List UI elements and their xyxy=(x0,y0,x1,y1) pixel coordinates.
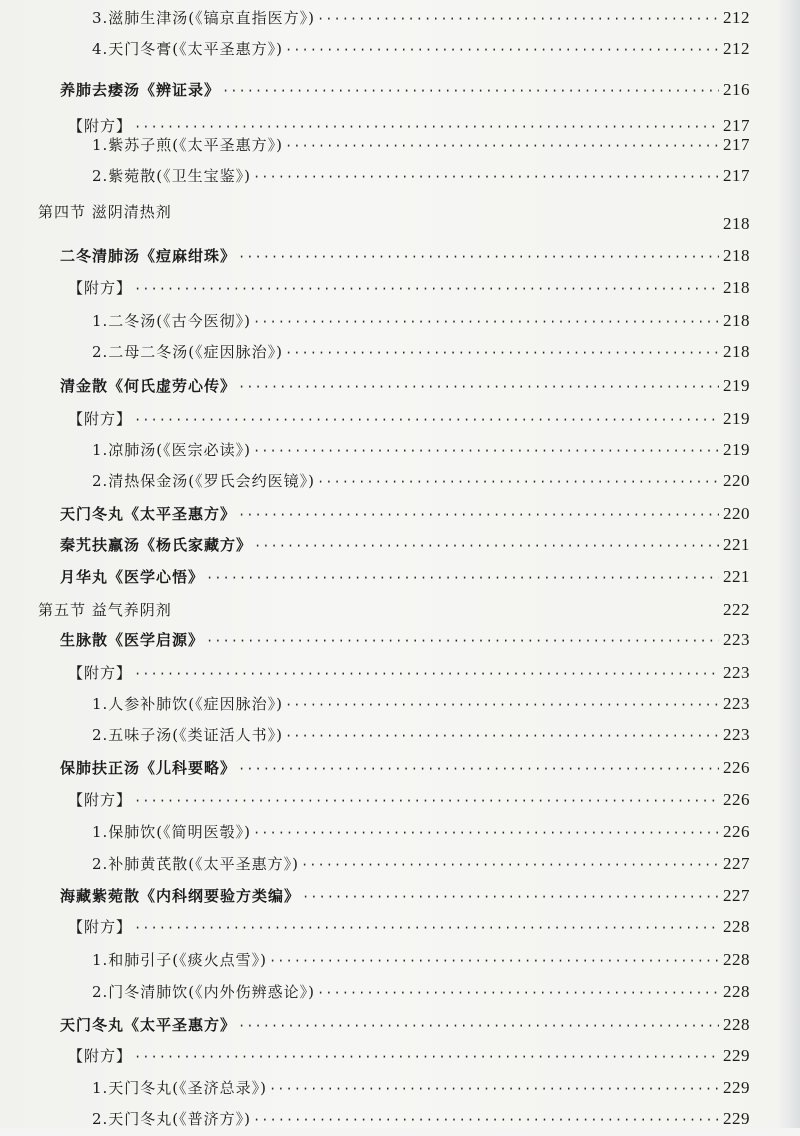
toc-entry-title: 【附方】 xyxy=(68,117,133,135)
toc-entry-title: 二冬清肺汤《痘麻绀珠》 xyxy=(60,247,237,265)
toc-entry-page: 222 xyxy=(723,600,750,619)
toc-entry-page: 226 xyxy=(723,822,750,841)
toc-entry-page: 218 xyxy=(723,214,750,233)
toc-entry-title: 天门冬丸《太平圣惠方》 xyxy=(60,505,237,523)
toc-entry-page: 226 xyxy=(723,758,750,777)
toc-entry-title: 天门冬丸《太平圣惠方》 xyxy=(60,1016,237,1034)
toc-entry-page: 218 xyxy=(723,311,750,330)
toc-entry xyxy=(60,240,750,271)
leader-dots xyxy=(301,850,719,881)
leader-dots xyxy=(269,946,719,977)
toc-entry xyxy=(60,529,750,560)
toc-entry-title: 秦艽扶羸汤《杨氏家藏方》 xyxy=(60,536,253,554)
leader-dots xyxy=(253,307,719,338)
toc-entry-title: 海藏紫菀散《内科纲要验方类编》 xyxy=(60,887,301,905)
toc-entry-page: 217 xyxy=(723,116,750,135)
toc-entry-page: 221 xyxy=(723,535,750,554)
toc-entry-page: 223 xyxy=(723,694,750,713)
toc-entry xyxy=(92,848,750,879)
toc-entry-title: 2.清热保金汤(《罗氏会约医镜》) xyxy=(92,472,316,490)
toc-entry-page: 212 xyxy=(723,39,750,58)
leader-dots xyxy=(134,913,719,944)
toc-entry xyxy=(92,2,750,33)
toc-entry-title: 1.紫苏子煎(《太平圣惠方》) xyxy=(92,136,284,154)
leader-dots xyxy=(134,405,719,436)
toc-entry xyxy=(92,976,750,1007)
toc-entry xyxy=(92,305,750,336)
toc-entry-page: 229 xyxy=(723,1109,750,1128)
toc-entry xyxy=(68,1040,750,1071)
leader-dots xyxy=(253,162,719,193)
toc-entry-page: 229 xyxy=(723,1078,750,1097)
leader-dots xyxy=(238,500,719,531)
toc-entry-title: 1.人参补肺饮(《症因脉治》) xyxy=(92,695,284,713)
leader-dots xyxy=(134,1042,719,1073)
toc-entry-title: 1.凉肺汤(《医宗必读》) xyxy=(92,441,252,459)
toc-entry-title: 2.天门冬丸(《普济方》) xyxy=(92,1110,252,1128)
toc-entry xyxy=(60,624,750,655)
toc-entry xyxy=(60,74,750,105)
toc-entry xyxy=(68,272,750,303)
toc-entry xyxy=(60,1009,750,1040)
toc-section-heading xyxy=(38,196,750,233)
leader-dots xyxy=(238,242,719,273)
toc-entry xyxy=(92,1103,750,1134)
toc-entry-page: 219 xyxy=(723,409,750,428)
toc-entry xyxy=(92,816,750,847)
toc-entry xyxy=(92,434,750,465)
leader-dots xyxy=(206,626,719,657)
toc-entry-title: 2.补肺黄芪散(《太平圣惠方》) xyxy=(92,855,300,873)
toc-entry-title: 1.天门冬丸(《圣济总录》) xyxy=(92,1079,268,1097)
toc-entry-page: 227 xyxy=(723,854,750,873)
toc-entry-title: 1.保肺饮(《简明医彀》) xyxy=(92,823,252,841)
toc-entry xyxy=(60,561,750,592)
toc-entry-page: 218 xyxy=(723,278,750,297)
leader-dots xyxy=(238,1011,719,1042)
leader-dots xyxy=(285,35,719,66)
toc-entry xyxy=(60,880,750,911)
toc-entry-title: 1.和肺引子(《痰火点雪》) xyxy=(92,951,268,969)
leader-dots xyxy=(317,467,719,498)
toc-entry-title: 1.二冬汤(《古今医彻》) xyxy=(92,312,252,330)
toc-entry-page: 218 xyxy=(723,342,750,361)
leader-dots xyxy=(269,1074,719,1105)
toc-entry-title: 第四节 滋阴清热剂 xyxy=(38,203,172,221)
toc-entry-title: 月华丸《医学心悟》 xyxy=(60,568,205,586)
leader-dots xyxy=(317,978,719,1009)
toc-entry-title: 清金散《何氏虚劳心传》 xyxy=(60,377,237,395)
toc-entry-title: 【附方】 xyxy=(68,1047,133,1065)
toc-entry-page: 220 xyxy=(723,504,750,523)
toc-entry-page: 227 xyxy=(723,886,750,905)
toc-entry-page: 221 xyxy=(723,567,750,586)
toc-entry-page: 219 xyxy=(723,440,750,459)
toc-entry xyxy=(60,498,750,529)
toc-entry-page: 223 xyxy=(723,725,750,744)
toc-entry-title: 【附方】 xyxy=(68,410,133,428)
toc-entry-page: 216 xyxy=(723,80,750,99)
leader-dots xyxy=(285,721,719,752)
toc-entry xyxy=(68,911,750,942)
leader-dots xyxy=(317,4,719,35)
toc-entry xyxy=(92,719,750,750)
toc-entry xyxy=(60,752,750,783)
toc-entry xyxy=(92,465,750,496)
toc-entry-title: 2.五味子汤(《类证活人书》) xyxy=(92,726,284,744)
leader-dots xyxy=(253,1105,719,1136)
leader-dots xyxy=(238,372,719,403)
toc-entry-title: 生脉散《医学启源》 xyxy=(60,631,205,649)
toc-entry-title: 2.二母二冬汤(《症因脉治》) xyxy=(92,343,284,361)
toc-section-heading xyxy=(38,594,750,625)
toc-entry xyxy=(92,1072,750,1103)
toc-entry-title: 保肺扶正汤《儿科要略》 xyxy=(60,759,237,777)
toc-entry xyxy=(60,370,750,401)
toc-entry-page: 223 xyxy=(723,663,750,682)
leader-dots xyxy=(222,76,719,107)
toc-entry-title: 【附方】 xyxy=(68,791,133,809)
leader-dots xyxy=(238,754,719,785)
leader-dots xyxy=(254,531,719,562)
toc-entry-page: 226 xyxy=(723,790,750,809)
leader-dots xyxy=(134,274,719,305)
toc-entry-title: 2.紫菀散(《卫生宝鉴》) xyxy=(92,167,252,185)
toc-entry xyxy=(92,944,750,975)
toc-entry-title: 2.门冬清肺饮(《内外伤辨惑论》) xyxy=(92,983,316,1001)
toc-entry xyxy=(92,688,750,719)
toc-entry xyxy=(68,657,750,688)
toc-entry-title: 4.天门冬膏(《太平圣惠方》) xyxy=(92,40,284,58)
toc-entry-page: 228 xyxy=(723,950,750,969)
leader-dots xyxy=(253,436,719,467)
leader-dots xyxy=(285,338,719,369)
toc-entry-page: 217 xyxy=(723,166,750,185)
toc-entry xyxy=(92,160,750,191)
toc-entry-page: 228 xyxy=(723,982,750,1001)
leader-dots xyxy=(253,818,719,849)
leader-dots xyxy=(134,659,719,690)
toc-entry-page: 217 xyxy=(723,135,750,154)
leader-dots xyxy=(285,690,719,721)
leader-dots xyxy=(134,786,719,817)
page-edge-shadow xyxy=(778,0,800,1128)
toc-entry-page: 223 xyxy=(723,630,750,649)
toc-entry xyxy=(92,33,750,64)
toc-entry xyxy=(92,336,750,367)
toc-entry-title: 养肺去痿汤《辨证录》 xyxy=(60,81,221,99)
toc-entry-page: 219 xyxy=(723,376,750,395)
toc-entry-page: 220 xyxy=(723,471,750,490)
leader-dots xyxy=(206,563,719,594)
toc-entry xyxy=(68,784,750,815)
toc-entry-page: 212 xyxy=(723,8,750,27)
toc-entry xyxy=(92,129,750,160)
toc-entry-title: 3.滋肺生津汤(《镐京直指医方》) xyxy=(92,9,316,27)
toc-entry xyxy=(68,403,750,434)
toc-entry-title: 【附方】 xyxy=(68,664,133,682)
toc-entry-page: 228 xyxy=(723,1015,750,1034)
toc-entry-title: 第五节 益气养阴剂 xyxy=(38,601,172,619)
leader-dots xyxy=(302,882,719,913)
toc-entry-page: 218 xyxy=(723,246,750,265)
toc-entry-page: 229 xyxy=(723,1046,750,1065)
toc-entry-page: 228 xyxy=(723,917,750,936)
toc-entry-title: 【附方】 xyxy=(68,279,133,297)
toc-entry-title: 【附方】 xyxy=(68,918,133,936)
leader-dots xyxy=(285,131,719,162)
